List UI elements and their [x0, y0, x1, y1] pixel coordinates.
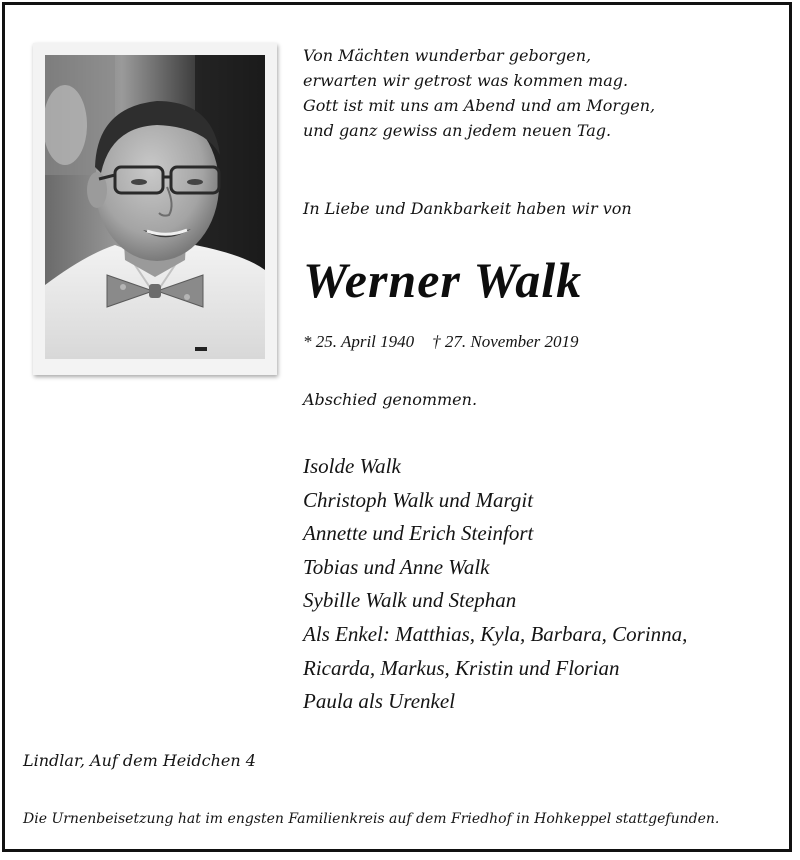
obituary-notice — [2, 2, 792, 852]
mourners-list — [303, 450, 687, 719]
mourner-line: Paula als Urenkel — [303, 689, 456, 714]
mourner-line: Tobias und Anne Walk — [303, 554, 490, 579]
mourner-line: Isolde Walk — [303, 454, 401, 478]
life-dates — [303, 332, 597, 352]
poem — [303, 43, 773, 143]
death-date: † 27. November 2019 — [432, 332, 579, 351]
portrait-frame — [33, 43, 277, 375]
mourner-line: Als Enkel: Matthias, Kyla, Barbara, Corinna, — [303, 621, 688, 646]
birth-date: * 25. April 1940 — [303, 332, 415, 351]
intro-text: In Liebe und Dankbarkeit haben wir von — [303, 199, 632, 218]
mourner-line: Sybille Walk und Stephan — [303, 588, 517, 613]
burial-note: Die Urnenbeisetzung hat im engsten Familienkreis auf dem Friedhof in Hohkeppel stattgefunden. — [23, 811, 720, 827]
portrait-photo — [45, 55, 265, 359]
mourner-line: Ricarda, Markus, Kristin und Florian — [303, 655, 620, 680]
mourner-line: Christoph Walk und Margit — [303, 487, 534, 512]
poem-line: erwarten wir getrost was kommen mag. — [303, 71, 629, 90]
poem-line: Von Mächten wunderbar geborgen, — [303, 46, 592, 65]
poem-line: Gott ist mit uns am Abend und am Morgen, — [303, 96, 656, 115]
poem-line: und ganz gewiss an jedem neuen Tag. — [303, 121, 612, 140]
mourner-line: Annette und Erich Steinfort — [303, 521, 534, 546]
address: Lindlar, Auf dem Heidchen 4 — [23, 751, 256, 770]
farewell-text: Abschied genommen. — [303, 390, 478, 409]
deceased-name: Werner Walk — [303, 252, 583, 308]
